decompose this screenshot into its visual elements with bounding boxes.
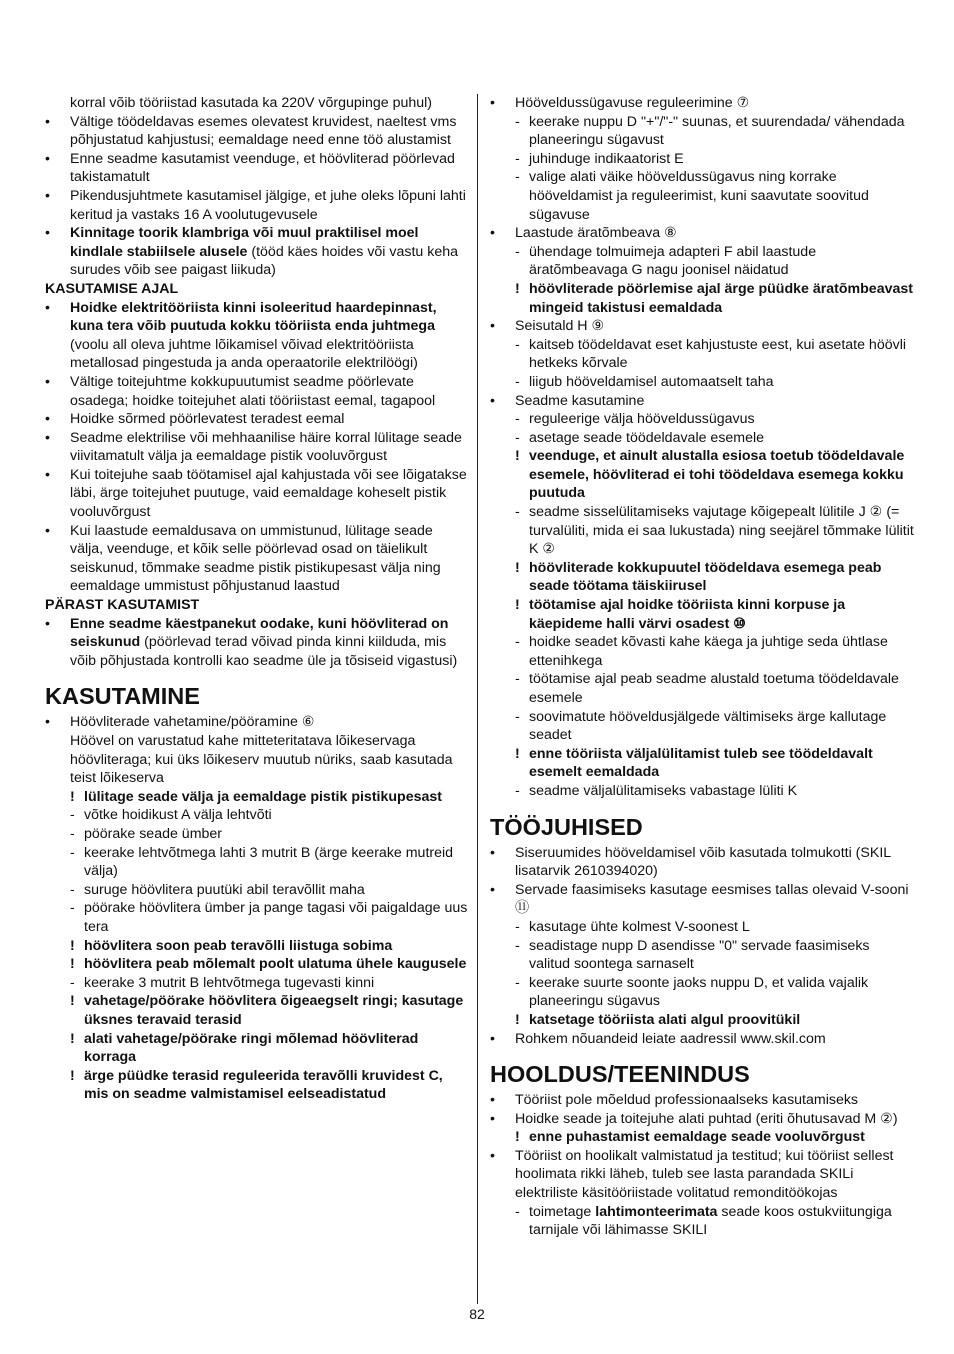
bullet-item xyxy=(45,187,468,224)
item-text: lülitage seade välja ja eemaldage pistik pistikupesast xyxy=(84,788,442,805)
item-text: keerake suurte soonte jaoks nuppu D, et valida vajalik planeeringu sügavus xyxy=(529,974,869,1010)
column-divider xyxy=(477,94,478,1304)
item-text: keerake nuppu D "+"/"-" suunas, et suurendada/ vähendada planeeringu sügavust xyxy=(529,113,905,149)
warning-item xyxy=(490,559,914,596)
section-heading xyxy=(490,1061,914,1087)
item-text: höövliterade kokkupuutel töödeldava esemega peab seade töötama täiskiirusel xyxy=(529,559,882,595)
item-bold-text: Enne seadme käestpanekut oodake, kuni höövliterad on seiskunud xyxy=(70,615,449,651)
item-text: Kui laastude eemaldusava on ummistunud, lülitage seade välja, veenduge, et kõik selle pöörlevad osad on täielikult seiskunud, tõmmake seadme pistik pistikupesast välja ning eemaldage ummistust põhjustanud laastud xyxy=(70,522,441,595)
item-bold-text: Kinnitage toorik klambriga või muul praktilisel moel kindlale stabiilsele alusele xyxy=(70,225,419,260)
item-text: Seadme kasutamine xyxy=(515,392,645,409)
dash-item xyxy=(490,168,914,224)
warning-item xyxy=(45,788,468,807)
item-text: pöörake höövlitera ümber ja pange tagasi või paigaldage uus tera xyxy=(84,900,468,935)
dash-item xyxy=(490,918,914,937)
item-text: Laastude äratõmbeava ⑧ xyxy=(515,225,677,242)
item-text: pöörake seade ümber xyxy=(84,825,223,842)
bullet-item xyxy=(45,713,468,732)
warning-item xyxy=(490,745,914,782)
item-text: korral võib tööriistad kasutada ka 220V võrgupinge puhul) xyxy=(70,95,433,111)
item-text: seade koos ostukviitungiga tarnijale või lähimasse SKILI xyxy=(529,1203,892,1239)
bullet-item xyxy=(490,1030,914,1049)
warning-item xyxy=(490,280,914,317)
item-text: hoidke seadet kõvasti kahe käega ja juhtige seda ühtlase ettenihkega xyxy=(529,634,888,669)
bullet-item xyxy=(45,113,468,150)
bullet-item xyxy=(45,522,468,596)
item-text-lead: toimetage xyxy=(529,1203,596,1220)
item-text: alati vahetage/pöörake ringi mõlemad höövliterad korraga xyxy=(84,1030,419,1066)
item-text: (voolu all oleva juhtme lõikamisel võivad elektritööriista metallosad pingestuda ja anda operaatorile elektrilöögi) xyxy=(70,336,418,372)
warning-item xyxy=(490,596,914,633)
item-text: vahetage/pöörake höövlitera õigeaegselt ringi; kasutage üksnes teravaid terasid xyxy=(84,993,464,1028)
item-text: KASUTAMISE AJAL xyxy=(45,280,179,297)
item-text: keerake 3 mutrit B lehtvõtmega tugevasti kinni xyxy=(84,974,375,991)
continuation-text xyxy=(45,94,468,113)
bullet-item xyxy=(45,224,468,280)
item-text: Siseruumides hööveldamisel võib kasutada tolmukotti (SKIL lisatarvik 2610394020) xyxy=(515,844,891,880)
bullet-item xyxy=(45,615,468,671)
bullet-item xyxy=(490,1091,914,1110)
dash-item xyxy=(490,113,914,150)
item-text: keerake lehtvõtmega lahti 3 mutrit B (ärge keerake mutreid välja) xyxy=(84,844,454,880)
item-text: (tööd käes hoides või vastu keha surudes võib see paigast liikuda) xyxy=(70,243,459,279)
item-bold-text: Hoidke elektritööriista kinni isoleeritud haardepinnast, kuna tera võib puutuda kokku tööriista enda juhtmega xyxy=(70,299,437,335)
dash-item xyxy=(490,1203,914,1240)
item-text: seadistage nupp D asendisse "0" servade faasimiseks valitud soontega sarnaselt xyxy=(529,937,870,973)
item-text: Servade faasimiseks kasutage eesmises tallas olevaid V-sooni ⑪ xyxy=(515,881,909,917)
dash-item xyxy=(490,410,914,429)
item-text: reguleerige välja hööveldussügavus xyxy=(529,411,755,428)
dash-item xyxy=(45,881,468,900)
item-text: enne puhastamist eemaldage seade vooluvõrgust xyxy=(529,1129,865,1146)
dash-item xyxy=(490,150,914,169)
right-column xyxy=(490,94,914,1240)
item-text: Pikendusjuhtmete kasutamisel jälgige, et juhe oleks lõpuni lahti keritud ja vastaks 16 A voolutugevusele xyxy=(70,187,466,223)
item-text: TÖÖJUHISED xyxy=(490,813,643,840)
section-heading xyxy=(490,814,914,840)
item-text: juhinduge indikaatorist E xyxy=(529,150,684,167)
dash-item xyxy=(490,373,914,392)
item-text: enne tööriista väljalülitamist tuleb see töödeldavalt esemelt eemaldada xyxy=(529,745,873,781)
item-text: soovimatute hööveldusjälgede vältimiseks ärge kallutage seadet xyxy=(529,708,887,744)
warning-item xyxy=(45,937,468,956)
dash-item xyxy=(490,429,914,448)
item-text: höövlitera peab mõlemalt poolt ulatuma ühele kaugusele xyxy=(84,956,467,973)
bullet-item xyxy=(45,466,468,522)
item-text: Hoidke sõrmed pöörlevatest teradest eemal xyxy=(70,411,345,428)
item-text: Kui toitejuhe saab töötamisel ajal kahjustada või see lõigatakse läbi, ärge toitejuhet puutuge, vaid eemaldage koheselt pistik vooluvõrgust xyxy=(70,466,467,521)
item-text: võtke hoidikust A välja lehtvõti xyxy=(84,807,272,824)
item-text: Seisutald H ⑨ xyxy=(515,318,605,335)
bullet-item xyxy=(490,844,914,881)
subheading xyxy=(45,596,468,615)
item-text: Vältige töödeldavas esemes olevatest kruvidest, naeltest vms põhjustatud kahjustusi; eemaldage need enne töö alustamist xyxy=(70,113,457,149)
warning-item xyxy=(490,1128,914,1147)
subheading xyxy=(45,280,468,299)
bullet-item xyxy=(45,410,468,429)
section-heading xyxy=(45,683,468,709)
bullet-item xyxy=(490,317,914,336)
dash-item xyxy=(45,899,468,936)
item-text: Vältige toitejuhtme kokkupuutumist seadme pöörlevate osadega; hoidke toitejuhet alati tööriistast eemal, tagapool xyxy=(70,373,436,409)
item-text: katsetage tööriista alati algul proovitükil xyxy=(529,1011,801,1028)
page-number: 82 xyxy=(469,1306,485,1322)
dash-item xyxy=(45,844,468,881)
dash-item xyxy=(490,974,914,1011)
item-text: Tööriist pole mõeldud professionaalseks kasutamiseks xyxy=(515,1092,859,1109)
warning-item xyxy=(490,1011,914,1030)
bullet-item xyxy=(490,392,914,411)
item-text: asetage seade töödeldavale esemele xyxy=(529,429,765,446)
dash-item xyxy=(490,670,914,707)
warning-item xyxy=(45,1030,468,1067)
bullet-item xyxy=(490,94,914,113)
warning-item xyxy=(45,992,468,1029)
item-text: Hoidke seade ja toitejuhe alati puhtad (eriti õhutusavad M ②) xyxy=(515,1110,898,1127)
dash-item xyxy=(490,503,914,559)
dash-item xyxy=(45,825,468,844)
item-text: HOOLDUS/TEENINDUS xyxy=(490,1061,750,1088)
bullet-item xyxy=(490,224,914,243)
item-text: ühendage tolmuimeja adapteri F abil laastude äratõmbeavaga G nagu joonisel näidatud xyxy=(529,243,817,279)
item-text: töötamise ajal peab seadme alustald toetuma töödeldavale esemele xyxy=(529,671,899,706)
bullet-item xyxy=(490,1110,914,1129)
item-text: ärge püüdke terasid reguleerida teravõlli kruvidest C, mis on seadme valmistamisel eelseadistatud xyxy=(84,1067,443,1103)
item-text: KASUTAMINE xyxy=(45,683,200,710)
bullet-item xyxy=(45,150,468,187)
bullet-item xyxy=(45,373,468,410)
bullet-item xyxy=(490,1147,914,1203)
item-text: seadme sisselülitamiseks vajutage kõigepealt lülitile J ② (= turvalüliti, mida ei saa lukustada) ning seejärel tõmmake lülitit K ② xyxy=(529,504,914,558)
item-text: kasutage ühte kolmest V-soonest L xyxy=(529,918,750,935)
bullet-item xyxy=(45,429,468,466)
dash-item xyxy=(490,937,914,974)
item-text: PÄRAST KASUTAMIST xyxy=(45,597,200,614)
item-text: Tööriist on hoolikalt valmistatud ja testitud; kui tööriist sellest hoolimata rikki läheb, tuleb see lasta parandada SKILi elektriliste käsitööriistade volitatud remonditöökojas xyxy=(515,1147,894,1202)
item-bold-text: lahtimonteerimata xyxy=(595,1203,718,1220)
item-text: kaitseb töödeldavat eset kahjustuste eest, kui asetate höövli hetkeks kõrvale xyxy=(529,336,906,372)
item-text: Enne seadme kasutamist veenduge, et höövliterad pöörlevad takistamatult xyxy=(70,150,455,186)
item-text: Hööveldussügavuse reguleerimine ⑦ xyxy=(515,95,750,111)
warning-item xyxy=(490,447,914,503)
warning-item xyxy=(45,955,468,974)
item-text: seadme väljalülitamiseks vabastage lüliti K xyxy=(529,782,798,799)
item-text: Seadme elektrilise või mehhaanilise häire korral lülitage seade viivitamatult välja ja eemaldage pistik vooluvõrgust xyxy=(70,429,462,465)
bullet-item xyxy=(490,881,914,918)
left-column xyxy=(45,94,468,1104)
warning-item xyxy=(45,1067,468,1104)
item-text: (pöörlevad terad võivad pinda kinni kiilduda, mis võib põhjustada kontrolli kao seadme üle ja tõsiseid vigastusi) xyxy=(70,634,458,669)
item-text: valige alati väike hööveldussügavus ning korrake hööveldamist ja reguleerimist, kuni saavutate soovitud sügavuse xyxy=(529,169,869,223)
item-text: töötamise ajal hoidke tööriista kinni korpuse ja käepideme halli värvi osadest ⑩ xyxy=(529,597,846,632)
dash-item xyxy=(490,782,914,801)
item-text: höövlitera soon peab teravõlli liistuga sobima xyxy=(84,937,393,954)
dash-item xyxy=(45,806,468,825)
item-text: veenduge, et ainult alustalla esiosa toetub töödeldavale esemele, höövliterad ei tohi töödeldava esemega kokku puutuda xyxy=(529,448,905,502)
dash-item xyxy=(45,974,468,993)
item-text: Höövliterade vahetamine/pööramine ⑥ xyxy=(70,714,315,731)
item-text: Höövel on varustatud kahe mitteteritatava lõikeservaga höövliteraga; kui üks lõikeserv muutub nüriks, saab kasutada teist lõikeserva xyxy=(70,733,453,787)
dash-item xyxy=(490,243,914,280)
continuation-text xyxy=(45,732,468,788)
dash-item xyxy=(490,336,914,373)
item-text: Rohkem nõuandeid leiate aadressil www.skil.com xyxy=(515,1030,826,1047)
item-text: liigub hööveldamisel automaatselt taha xyxy=(529,373,774,390)
item-text: höövliterade pöörlemise ajal ärge püüdke äratõmbeavast mingeid takistusi eemaldada xyxy=(529,280,913,316)
bullet-item xyxy=(45,299,468,373)
item-text: suruge höövlitera puutüki abil teravõllit maha xyxy=(84,881,365,898)
dash-item xyxy=(490,708,914,745)
dash-item xyxy=(490,633,914,670)
